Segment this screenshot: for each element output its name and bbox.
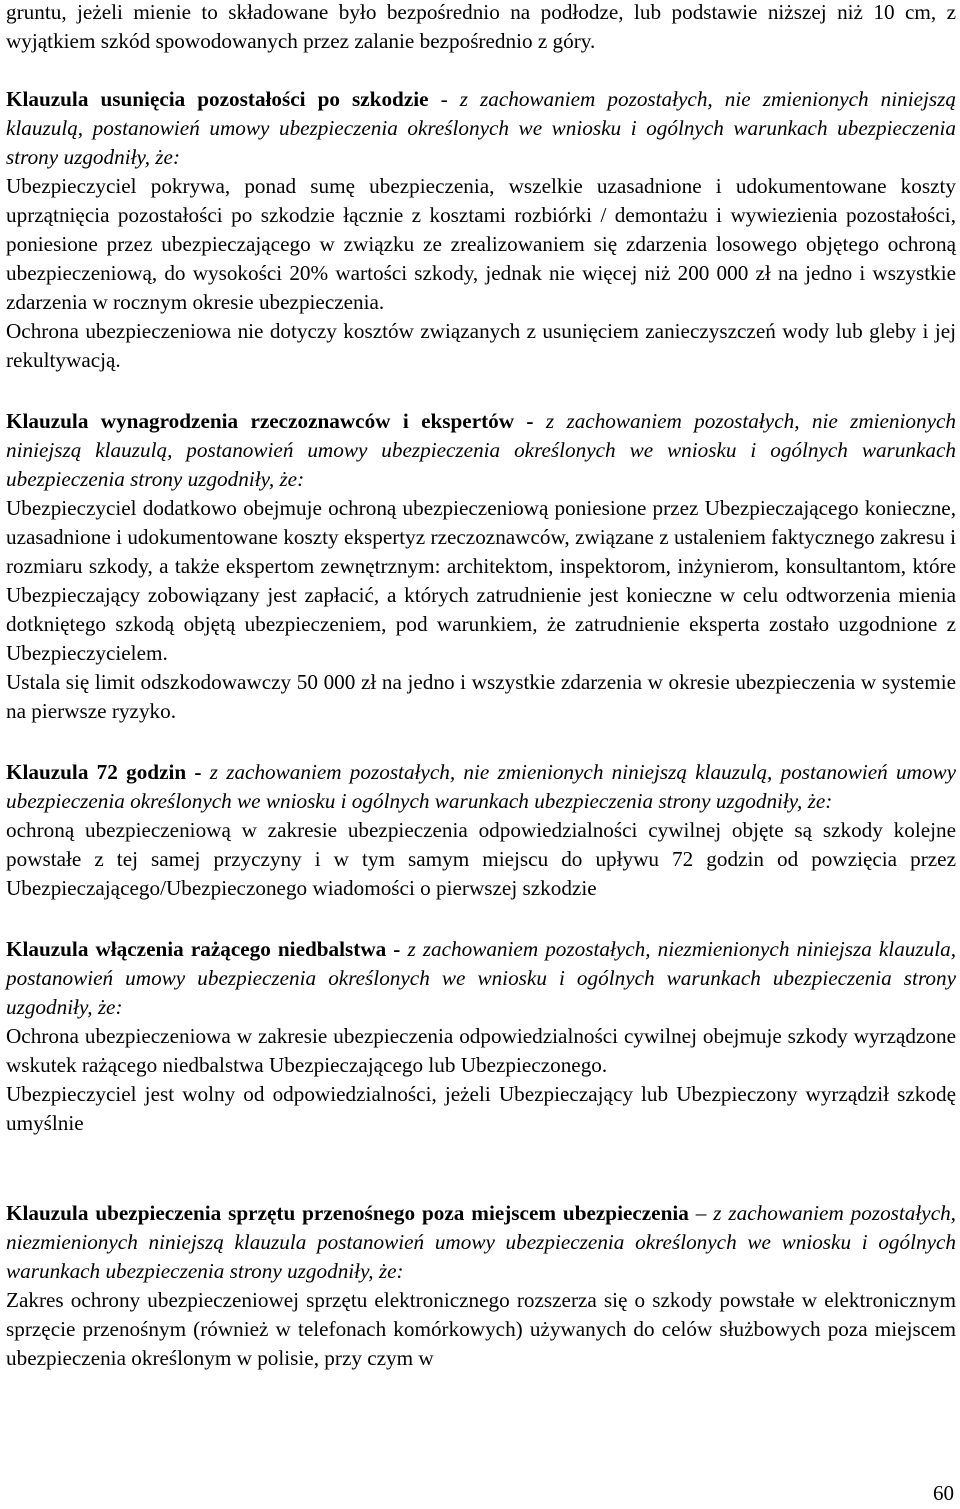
- clause-heading: [6, 935, 956, 1022]
- clause-dash: –: [688, 1201, 714, 1225]
- clause-body: Zakres ochrony ubezpieczeniowej sprzętu elektronicznego rozszerza się o szkody powstałe w elektronicznym sprzęcie przenośnym (również w telefonach komórkowych) używanych do celów służbowych poza miejscem ubezpieczenia określonym w polisie, przy czym w: [6, 1288, 956, 1370]
- document-page: [6, 0, 956, 1373]
- clause-preamble: z zachowaniem pozostałych, nie zmienionych niniejszą klauzulą, postanowień umowy ubezpieczenia określonych we wniosku i ogólnych warunkach ubezpieczenia strony uzgodniły, że:: [6, 760, 956, 813]
- intro-paragraph: gruntu, jeżeli mienie to składowane było bezpośrednio na podłodze, lub podstawie niższej niż 10 cm, z wyjątkiem szkód spowodowanych przez zalanie bezpośrednio z góry.: [6, 0, 956, 53]
- clause-heading: [6, 758, 956, 816]
- clause-negligence: [6, 935, 956, 1138]
- clause-body: ochroną ubezpieczeniową w zakresie ubezpieczenia odpowiedzialności cywilnej objęte są szkody kolejne powstałe z tej samej przyczyny i w tym samym miejscu do upływu 72 godzin od powzięcia przez Ubezpieczającego/Ubezpieczonego wiadomości o pierwszej szkodzie: [6, 818, 956, 900]
- clause-portable: [6, 1199, 956, 1373]
- clause-body: Ochrona ubezpieczeniowa w zakresie ubezpieczenia odpowiedzialności cywilnej obejmuje szkody wyrządzone wskutek rażącego niedbalstwa Ubezpieczającego lub Ubezpieczonego.: [6, 1024, 956, 1077]
- spacer: [6, 726, 956, 758]
- clause-preamble: z zachowaniem pozostałych, nie zmienionych niniejszą klauzulą, postanowień umowy ubezpieczenia określonych we wniosku i ogólnych warunkach ubezpieczenia strony uzgodniły, że:: [6, 87, 956, 169]
- clause-heading: [6, 85, 956, 172]
- clause-body: Ubezpieczyciel dodatkowo obejmuje ochroną ubezpieczeniową poniesione przez Ubezpieczającego konieczne, uzasadnione i udokumentowane koszty ekspertyz rzeczoznawców, związane z ustaleniem faktycznego zakresu i rozmiaru szkody, a także ekspertom zewnętrznym: architektom, inspektorom, inżynierom, konsultantom, które Ubezpieczający zobowiązany jest zapłacić, a których zatrudnienie jest konieczne w celu odtworzenia mienia dotkniętego szkodą objętą ubezpieczeniem, pod warunkiem, że zatrudnienie eksperta zostało uzgodnione z Ubezpieczycielem.: [6, 496, 956, 665]
- clause-remnants: [6, 85, 956, 375]
- clause-heading: [6, 407, 956, 494]
- clause-exclusion: Ubezpieczyciel jest wolny od odpowiedzialności, jeżeli Ubezpieczający lub Ubezpieczony wyrządził szkodę umyślnie: [6, 1082, 956, 1135]
- clause-title: Klauzula 72 godzin -: [6, 760, 202, 784]
- clause-heading: [6, 1199, 956, 1286]
- spacer: [6, 1138, 956, 1170]
- spacer: [6, 375, 956, 407]
- spacer: [6, 903, 956, 935]
- clause-dash: -: [428, 87, 460, 111]
- clause-title: Klauzula włączenia rażącego niedbalstwa -: [6, 937, 401, 961]
- clause-experts: [6, 407, 956, 726]
- clause-limit: Ustala się limit odszkodowawczy 50 000 zł na jedno i wszystkie zdarzenia w okresie ubezpieczenia w systemie na pierwsze ryzyko.: [6, 670, 956, 723]
- clause-note: Ochrona ubezpieczeniowa nie dotyczy kosztów związanych z usunięciem zanieczyszczeń wody lub gleby i jej rekultywacją.: [6, 319, 956, 372]
- clause-72h: [6, 758, 956, 903]
- clause-preamble: z zachowaniem pozostałych, nie zmienionych niniejszą klauzulą, postanowień umowy ubezpieczenia określonych we wniosku i ogólnych warunkach ubezpieczenia strony uzgodniły, że:: [6, 409, 957, 491]
- clause-preamble: z zachowaniem pozostałych, niezmienionych niniejszą klauzula postanowień umowy ubezpieczenia określonych we wniosku i ogólnych warunkach ubezpieczenia strony uzgodniły, że:: [6, 1201, 956, 1283]
- spacer: [6, 56, 956, 85]
- page-number: 60: [933, 1481, 954, 1505]
- clause-body: Ubezpieczyciel pokrywa, ponad sumę ubezpieczenia, wszelkie uzasadnione i udokumentowane koszty uprzątnięcia pozostałości po szkodzie łącznie z kosztami rozbiórki / demontażu i wywiezienia pozostałości, poniesione przez ubezpieczającego w związku ze zrealizowaniem się zdarzenia losowego objętego ochroną ubezpieczeniową, do wysokości 20% wartości szkody, jednak nie więcej niż 200 000 zł na jedno i wszystkie zdarzenia w rocznym okresie ubezpieczenia.: [6, 174, 956, 314]
- clause-title: Klauzula wynagrodzenia rzeczoznawców i ekspertów -: [6, 409, 534, 433]
- spacer: [6, 1170, 956, 1199]
- clause-title: Klauzula ubezpieczenia sprzętu przenośnego poza miejscem ubezpieczenia: [6, 1201, 689, 1225]
- clause-title: Klauzula usunięcia pozostałości po szkodzie: [6, 87, 429, 111]
- clause-preamble: z zachowaniem pozostałych, niezmienionych niniejsza klauzula, postanowień umowy ubezpieczenia określonych we wniosku i ogólnych warunkach ubezpieczenia strony uzgodniły, że:: [6, 937, 956, 1019]
